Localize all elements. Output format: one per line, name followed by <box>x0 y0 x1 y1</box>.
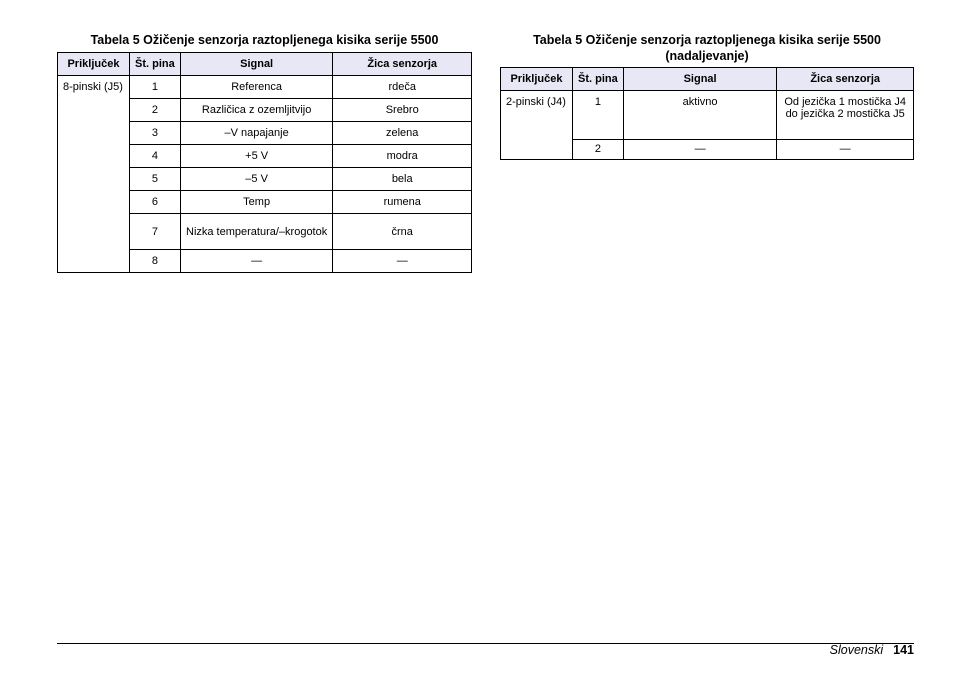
wire-cell: — <box>777 140 914 160</box>
connector-cell: 8-pinski (J5) <box>58 76 130 273</box>
connector-cell: 2-pinski (J4) <box>501 91 573 160</box>
pin-cell: 1 <box>129 76 180 99</box>
wire-cell: modra <box>333 145 472 168</box>
left-wiring-table <box>57 52 472 273</box>
signal-cell: Nizka temperatura/–krogotok <box>180 214 333 250</box>
footer-language: Slovenski <box>829 643 884 657</box>
signal-cell: Referenca <box>180 76 333 99</box>
header-signal: Signal <box>623 68 777 91</box>
signal-cell: +5 V <box>180 145 333 168</box>
wire-cell: — <box>333 250 472 273</box>
footer-divider <box>57 643 914 644</box>
wire-cell: Srebro <box>333 99 472 122</box>
table-header-row <box>58 53 472 76</box>
table-row <box>501 91 914 140</box>
header-wire: Žica senzorja <box>333 53 472 76</box>
pin-cell: 5 <box>129 168 180 191</box>
table-header-row <box>501 68 914 91</box>
right-table-caption <box>500 32 914 64</box>
header-pin: Št. pina <box>572 68 623 91</box>
signal-cell: –5 V <box>180 168 333 191</box>
right-wiring-table <box>500 67 914 160</box>
header-wire: Žica senzorja <box>777 68 914 91</box>
wire-cell: rdeča <box>333 76 472 99</box>
header-connector: Priključek <box>501 68 573 91</box>
signal-cell: –V napajanje <box>180 122 333 145</box>
left-table-caption: Tabela 5 Ožičenje senzorja raztopljenega kisika serije 5500 <box>90 33 439 47</box>
wire-cell: črna <box>333 214 472 250</box>
right-caption-line1: Tabela 5 Ožičenje senzorja raztopljenega kisika serije 5500 <box>533 33 881 47</box>
pin-cell: 2 <box>129 99 180 122</box>
pin-cell: 8 <box>129 250 180 273</box>
pin-cell: 7 <box>129 214 180 250</box>
right-caption-line2: (nadaljevanje) <box>665 49 749 63</box>
wire-cell: bela <box>333 168 472 191</box>
table-row <box>58 76 472 99</box>
page-number: 141 <box>893 643 914 657</box>
wire-cell: zelena <box>333 122 472 145</box>
header-connector: Priključek <box>58 53 130 76</box>
pin-cell: 1 <box>572 91 623 140</box>
header-signal: Signal <box>180 53 333 76</box>
pin-cell: 3 <box>129 122 180 145</box>
signal-cell: Različica z ozemljitvijo <box>180 99 333 122</box>
signal-cell: — <box>180 250 333 273</box>
pin-cell: 2 <box>572 140 623 160</box>
signal-cell: aktivno <box>623 91 777 140</box>
signal-cell: — <box>623 140 777 160</box>
pin-cell: 6 <box>129 191 180 214</box>
pin-cell: 4 <box>129 145 180 168</box>
wire-cell: Od jezička 1 mostička J4 do jezička 2 mostička J5 <box>777 91 914 140</box>
signal-cell: Temp <box>180 191 333 214</box>
wire-cell: rumena <box>333 191 472 214</box>
page-footer <box>830 643 914 657</box>
header-pin: Št. pina <box>129 53 180 76</box>
